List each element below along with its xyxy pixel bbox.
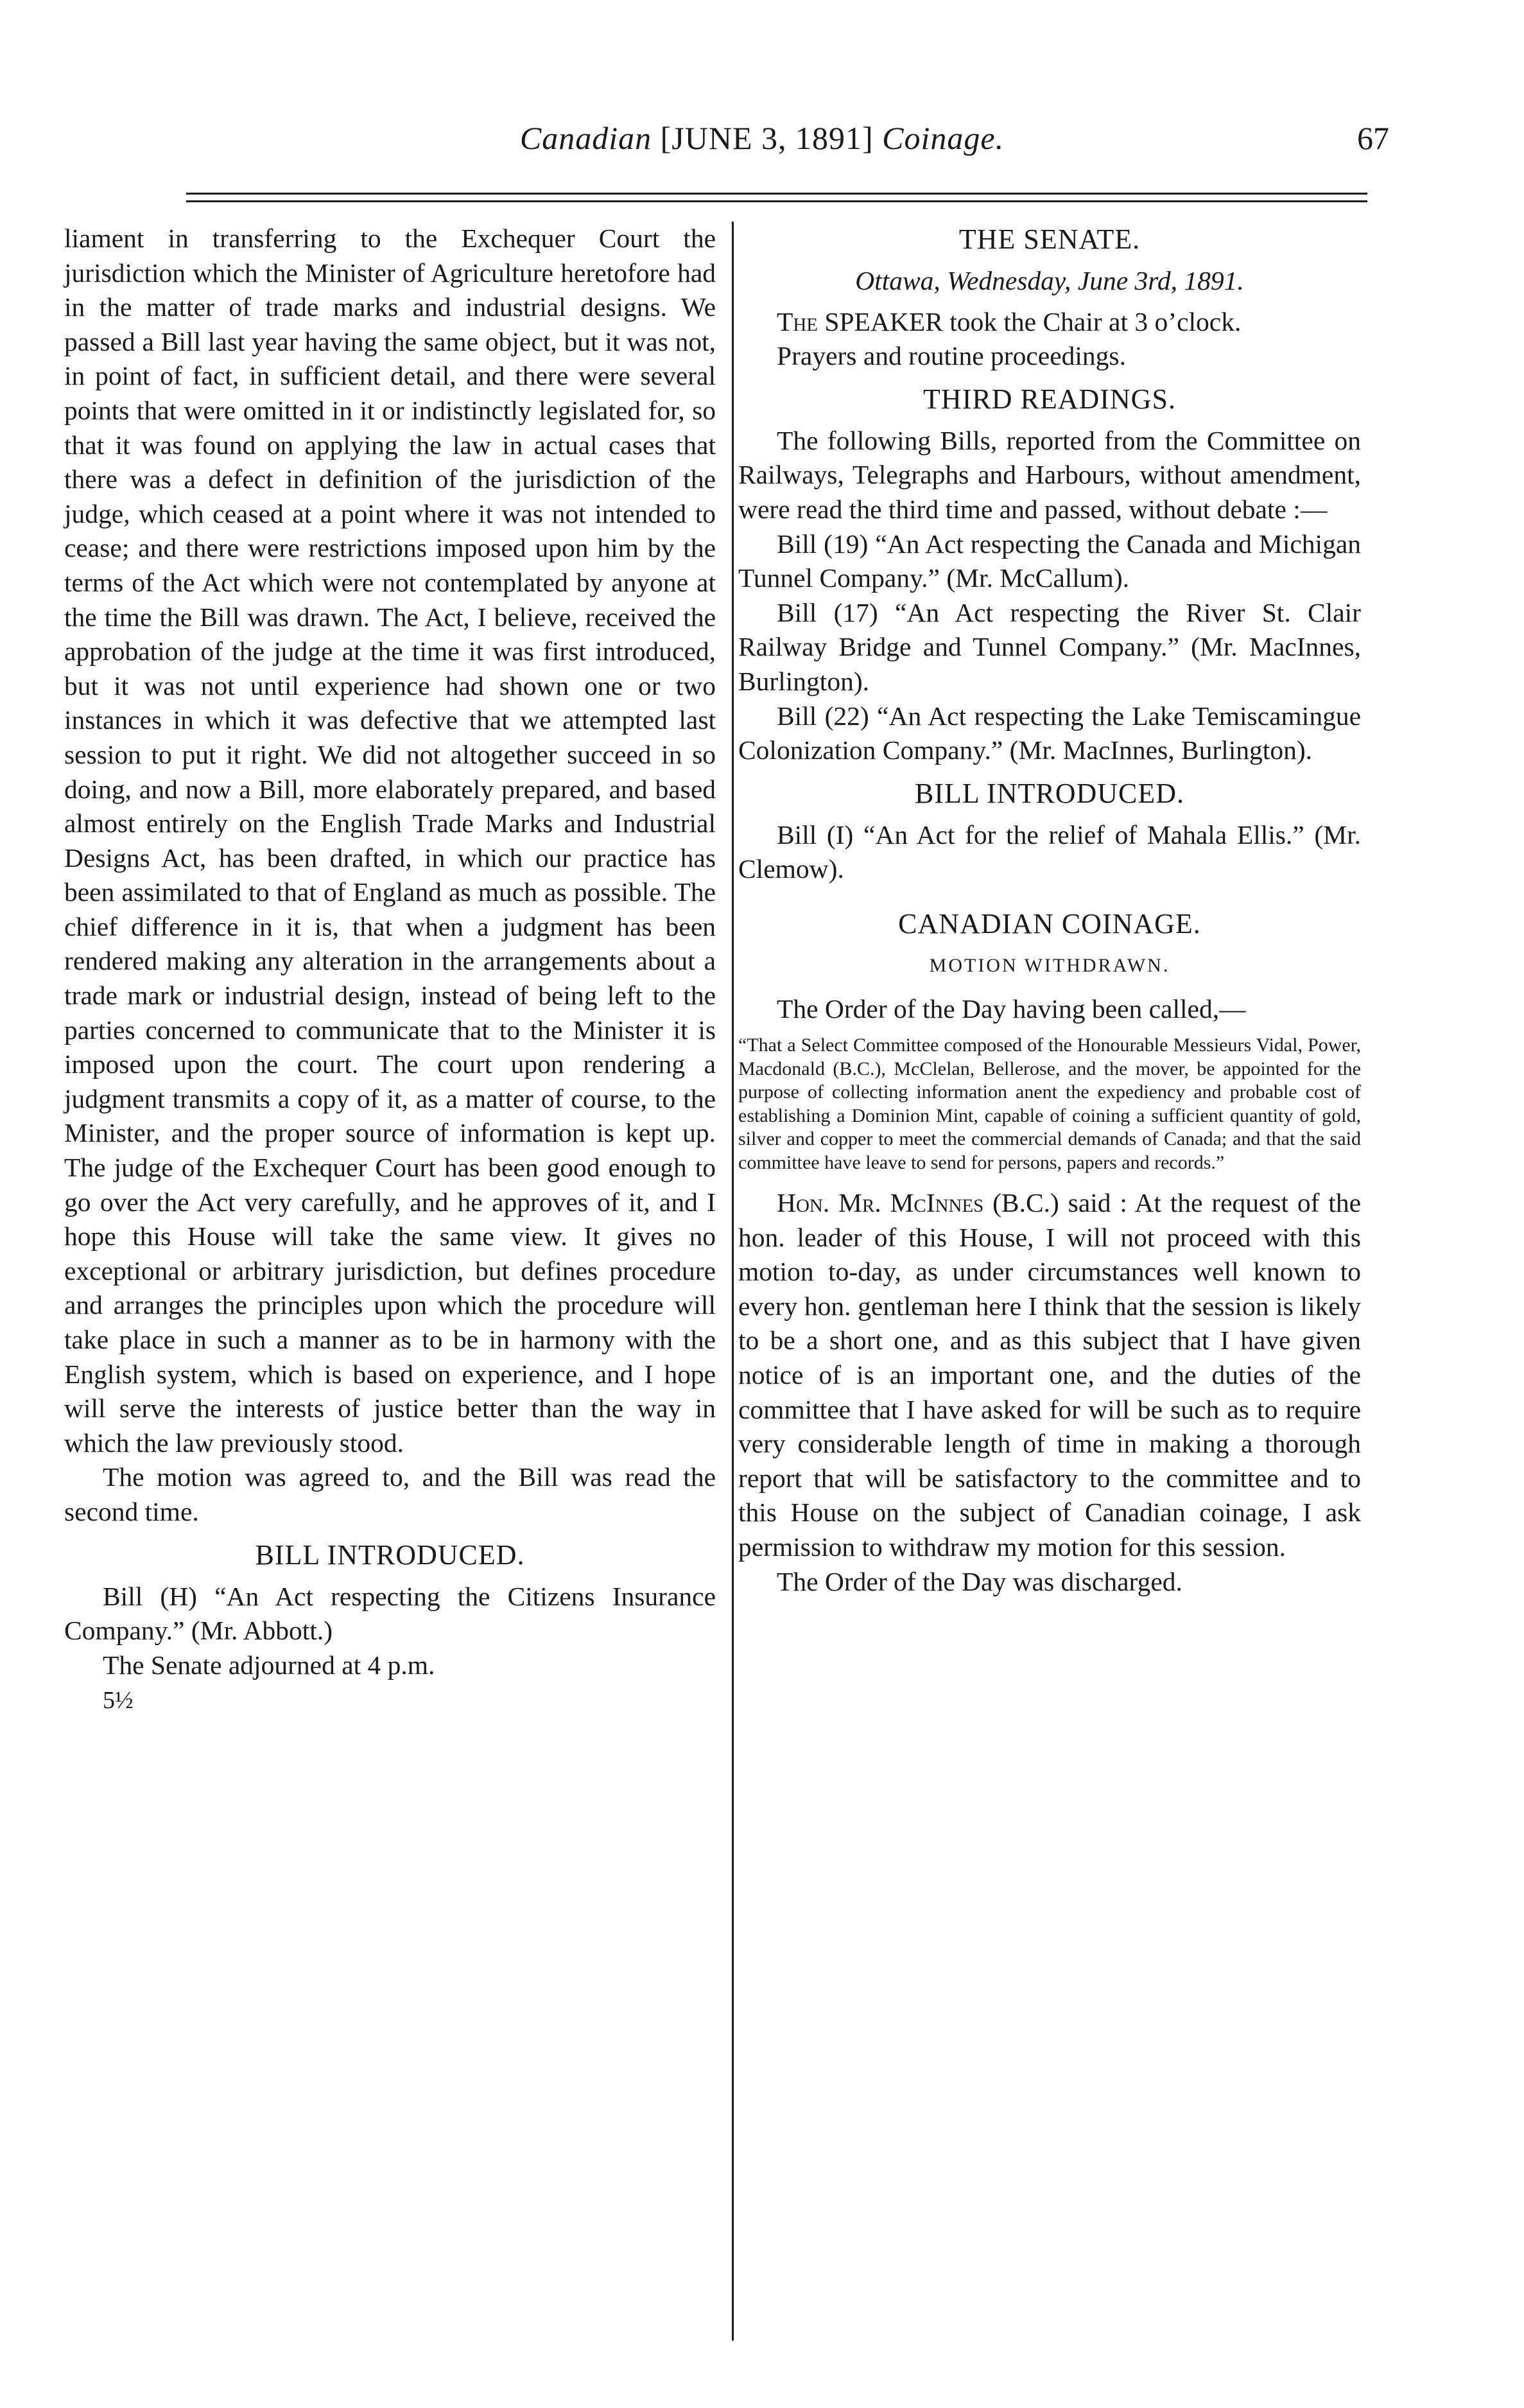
subheading-motion-withdrawn: MOTION WITHDRAWN. xyxy=(929,954,1170,976)
paragraph-order-called: The Order of the Day having been called,— xyxy=(777,993,1246,1024)
heading-canadian-coinage: CANADIAN COINAGE. xyxy=(898,907,1201,939)
running-head-date: [JUNE 3, 1891] xyxy=(660,120,874,156)
speaker-smallcaps: The xyxy=(777,306,818,336)
quoted-motion: “That a Select Committee composed of the Honourable Messieurs Vidal, Power, Macdonald (B.C.), McClelan, Bellerose, and the mover, be appointed for the purpose of collecting information anent the expediency and probable cost of establishing a Dominion Mint, capable of coining a sufficient quantity of gold, silver and copper to meet the commercial demands of Canada; and that the said committee have leave to send for persons, papers and records.” xyxy=(738,1034,1361,1173)
signature-mark: 5½ xyxy=(103,1687,134,1714)
header-rule-top xyxy=(186,193,1367,195)
dateline: Ottawa, Wednesday, June 3rd, 1891. xyxy=(855,266,1244,295)
paragraph-discharged: The Order of the Day was discharged. xyxy=(777,1566,1182,1596)
header-rule-bottom xyxy=(186,200,1367,202)
running-head-title xyxy=(0,116,1524,161)
mcinnes-text: (B.C.) said : At the request of the hon. leader of this House, I will not proceed with this motion to-day, as under circumstances well known to every hon. gentleman here I think that the session is likely to be a short one, and as this subject that I have given notice of is an important one, and the duties of the committee that I have asked for will be such as to require very considerable length of time in making a thorough report that will be satisfactory to the committee and to this House on the subject of Canadian coinage, I ask permission to withdraw my motion for this session. xyxy=(738,1188,1362,1562)
paragraph-mcinnes xyxy=(738,1186,1361,1565)
speaker-text: SPEAKER took the Chair at 3 o’clock. xyxy=(824,306,1242,336)
page-number: 67 xyxy=(1357,120,1389,156)
left-paragraph-bill-h: Bill (H) “An Act respecting the Citizens Insurance Company.” (Mr. Abbott.) xyxy=(64,1581,716,1646)
right-column xyxy=(738,222,1361,1599)
paragraph-prayers: Prayers and routine proceedings. xyxy=(777,341,1126,371)
column-divider xyxy=(732,222,734,2341)
mcinnes-smallcaps: Hon. Mr. McInnes xyxy=(777,1188,984,1218)
paragraph-bill-22: Bill (22) “An Act respecting the Lake Temiscamingue Colonization Company.” (Mr. MacInnes, Burlington). xyxy=(738,701,1361,765)
heading-bill-introduced: BILL INTRODUCED. xyxy=(914,777,1185,809)
left-heading-bill-introduced: BILL INTRODUCED. xyxy=(255,1539,525,1571)
paragraph-speaker xyxy=(738,305,1361,340)
paragraph-bill-17: Bill (17) “An Act respecting the River St. Clair Railway Bridge and Tunnel Company.” (Mr. MacInnes, Burlington). xyxy=(738,597,1361,696)
paragraph-third-intro: The following Bills, reported from the Committee on Railways, Telegraphs and Harbours, without amendment, were read the third time and passed, without debate :— xyxy=(738,425,1361,524)
paragraph-bill-19: Bill (19) “An Act respecting the Canada and Michigan Tunnel Company.” (Mr. McCallum). xyxy=(738,528,1361,593)
heading-the-senate: THE SENATE. xyxy=(958,223,1141,255)
left-paragraph-adjourned: The Senate adjourned at 4 p.m. xyxy=(103,1650,435,1680)
running-head-right: Coinage. xyxy=(882,120,1005,156)
left-paragraph-motion-agreed: The motion was agreed to, and the Bill was read the second time. xyxy=(64,1462,716,1526)
running-head-left: Canadian xyxy=(519,120,652,156)
paragraph-bill-i: Bill (I) “An Act for the relief of Mahala Ellis.” (Mr. Clemow). xyxy=(738,819,1361,884)
left-paragraph-continuation: liament in transferring to the Exchequer Court the jurisdiction which the Minister of Agriculture heretofore had in the matter of trade marks and industrial designs. We passed a Bill last year having the same object, but it was not, in point of fact, in sufficient detail, and there were several points that were omitted in it or indistinctly legislated for, so that it was found on applying the law in actual cases that there was a defect in definition of the jurisdiction of the judge, which ceased at a point where it was not intended to cease; and there were restrictions imposed upon him by the terms of the Act which were not contemplated by anyone at the time the Bill was drawn. The Act, I believe, received the approbation of the judge at the time it was first introduced, but it was not until experience had shown one or two instances in which it was defective that we attempted last session to put it right. We did not altogether succeed in so doing, and now a Bill, more elaborately prepared, and based almost entirely on the English Trade Marks and Industrial Designs Act, has been drafted, in which our practice has been assimilated to that of England as much as possible. The chief difference in it is, that when a judgment has been rendered making any alteration in the arrangements about a trade mark or industrial design, instead of being left to the parties concerned to communicate that to the Minister it is imposed upon the court. The court upon rendering a judgment transmits a copy of it, as a matter of course, to the Minister, and the proper source of information is kept up. The judge of the Exchequer Court has been good enough to go over the Act very carefully, and he approves of it, and I hope this House will take the same view. It gives no exceptional or arbitrary jurisdiction, but defines procedure and arranges the principles upon which the procedure will take place in such a manner as to be in harmony with the English system, which is based on experience, and I hope will serve the interests of justice better than the way in which the law previously stood. xyxy=(64,223,716,1458)
left-column xyxy=(64,222,716,1718)
running-head xyxy=(0,116,1524,161)
heading-third-readings: THIRD READINGS. xyxy=(923,383,1176,415)
